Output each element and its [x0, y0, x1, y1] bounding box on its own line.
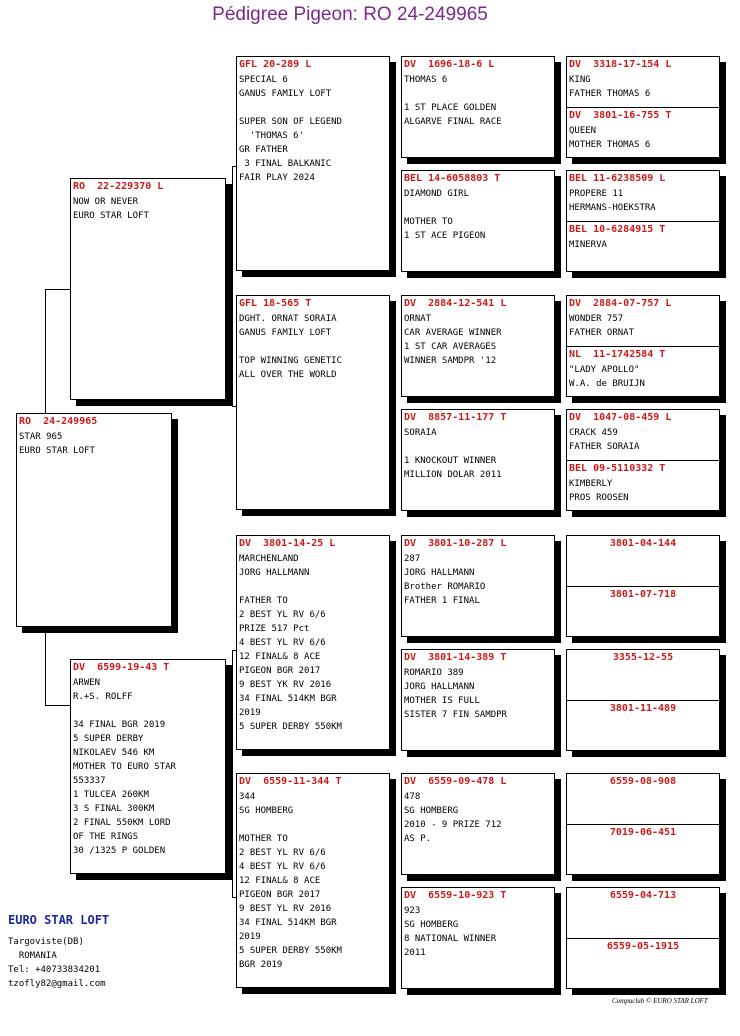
pigeon-pair-gen4-5 [566, 535, 720, 637]
pigeon-pair-gen4-4 [566, 409, 720, 511]
pigeon-pair-gen4-2 [566, 170, 720, 272]
ring-number: GFL 20-289 L [239, 59, 312, 70]
connector-line [232, 166, 233, 406]
ring-number: 7019-06-451 [609, 827, 677, 838]
ring-number: DV 2884-12-541 L [404, 298, 507, 309]
ring-number: GFL 18-565 T [239, 298, 312, 309]
pigeon-pair-gen4-1 [566, 56, 720, 158]
pigeon-card-gen4[interactable] [567, 825, 719, 874]
pigeon-details: PROPERE 11 HERMANS-HOEKSTRA [569, 189, 656, 213]
pigeon-card-gen4[interactable] [567, 108, 719, 157]
pigeon-card-gen3-7[interactable] [401, 773, 555, 875]
pigeon-card-gen3-3[interactable] [401, 295, 555, 397]
pigeon-card-gen3-8[interactable] [401, 887, 555, 989]
connector-line [45, 705, 70, 706]
pigeon-card-gen4[interactable] [567, 57, 719, 107]
pigeon-details: "LADY APOLLO" W.A. de BRUIJN [569, 365, 645, 389]
ring-number: 3355-12-55 [612, 652, 674, 663]
pigeon-details: 478 SG HOMBERG 2010 - 9 PRIZE 712 AS P. [404, 792, 502, 844]
ring-number: DV 3801-14-25 L [239, 538, 336, 549]
pigeon-details: ROMARIO 389 JORG HALLMANN MOTHER IS FULL SISTER 7 FIN SAMDPR [404, 668, 507, 720]
pigeon-card-gen4[interactable] [567, 888, 719, 938]
pigeon-details: ORNAT CAR AVERAGE WINNER 1 ST CAR AVERAGES WINNER SAMDPR '12 [404, 314, 502, 366]
ring-number: DV 6599-19-43 T [73, 662, 170, 673]
ring-number: 3801-04-144 [609, 538, 677, 549]
pigeon-details: 344 SG HOMBERG MOTHER TO 2 BEST YL RV 6/6 4 BEST YL RV 6/6 12 FINAL& 8 ACE PIGEON BGR 2017 9 BEST YL RV 2016 34 FINAL 514KM BGR 2019 5 SUPER DERBY 550KM BGR 2019 [239, 792, 342, 970]
pigeon-details: DGHT. ORNAT SORAIA GANUS FAMILY LOFT TOP WINNING GENETIC ALL OVER THE WORLD [239, 314, 342, 380]
pigeon-card-gen4[interactable] [567, 410, 719, 460]
pigeon-card-subject[interactable] [16, 413, 172, 627]
pigeon-card-gen4[interactable] [567, 536, 719, 586]
ring-number: 6559-08-908 [609, 776, 677, 787]
pigeon-card-gen2-4[interactable] [236, 773, 390, 988]
pigeon-details: CRACK 459 FATHER SORAIA [569, 428, 640, 452]
pigeon-details: SPECIAL 6 GANUS FAMILY LOFT SUPER SON OF LEGEND 'THOMAS 6' GR FATHER 3 FINAL BALKANIC FAIR PLAY 2024 [239, 75, 342, 183]
connector-line [45, 289, 70, 290]
page-title: Pédigree Pigeon: RO 24-249965 [212, 4, 488, 25]
ring-number: DV 3801-10-287 L [404, 538, 507, 549]
pigeon-card-gen3-6[interactable] [401, 649, 555, 751]
pigeon-card-gen3-5[interactable] [401, 535, 555, 637]
owner-name: EURO STAR LOFT [8, 913, 110, 927]
owner-country: ROMANIA [8, 951, 57, 961]
pigeon-pair-gen4-8 [566, 887, 720, 989]
pigeon-details: SORAIA 1 KNOCKOUT WINNER MILLION DOLAR 2011 [404, 428, 502, 480]
ring-number: DV 3801-14-389 T [404, 652, 507, 663]
pigeon-card-gen3-2[interactable] [401, 170, 555, 272]
ring-number: BEL 11-6238509 L [569, 173, 666, 184]
pigeon-card-gen4[interactable] [567, 701, 719, 750]
pigeon-details: 287 JORG HALLMANN Brother ROMARIO FATHER 1 FINAL [404, 554, 486, 606]
pigeon-card-gen4[interactable] [567, 650, 719, 700]
pigeon-card-gen2-3[interactable] [236, 535, 390, 750]
pigeon-details: MINERVA [569, 240, 607, 250]
ring-number: DV 1696-18-6 L [404, 59, 495, 70]
pigeon-card-gen4[interactable] [567, 939, 719, 988]
pigeon-card-gen4[interactable] [567, 222, 719, 271]
ring-number: DV 6559-09-478 L [404, 776, 507, 787]
ring-number: DV 3318-17-154 L [569, 59, 672, 70]
pigeon-card-gen3-4[interactable] [401, 409, 555, 511]
pigeon-details: KING FATHER THOMAS 6 [569, 75, 651, 99]
ring-number: 3801-11-489 [609, 703, 677, 714]
ring-number: DV 3801-16-755 T [569, 110, 672, 121]
pigeon-card-gen2-1[interactable] [236, 56, 390, 271]
ring-number: DV 6559-11-344 T [239, 776, 342, 787]
owner-phone[interactable]: Tel: +40733834201 [8, 965, 101, 975]
pigeon-card-gen4[interactable] [567, 461, 719, 510]
pigeon-pair-gen4-3 [566, 295, 720, 397]
pigeon-pair-gen4-6 [566, 649, 720, 751]
pigeon-card-sire[interactable] [70, 178, 226, 400]
pigeon-card-gen4[interactable] [567, 347, 719, 396]
ring-number: 6559-04-713 [609, 890, 677, 901]
ring-number: RO 22-229370 L [73, 181, 164, 192]
ring-number: DV 8857-11-177 T [404, 412, 507, 423]
pigeon-details: ARWEN R.+S. ROLFF 34 FINAL BGR 2019 5 SUPER DERBY NIKOLAEV 546 KM MOTHER TO EURO STAR 553337 1 TULCEA 260KM 3 S FINAL 300KM 2 FINAL 550KM LORD OF THE RINGS 30 /1325 P GOLDEN [73, 678, 176, 856]
pigeon-card-gen3-1[interactable] [401, 56, 555, 158]
pigeon-details: THOMAS 6 1 ST PLACE GOLDEN ALGARVE FINAL RACE [404, 75, 502, 127]
ring-number: BEL 14-6058803 T [404, 173, 501, 184]
pigeon-details: WONDER 757 FATHER ORNAT [569, 314, 635, 338]
ring-number: NL 11-1742584 T [569, 349, 666, 360]
ring-number: RO 24-249965 [19, 416, 98, 427]
ring-number: DV 2884-07-757 L [569, 298, 672, 309]
connector-line [232, 650, 233, 897]
ring-number: DV 6559-10-923 T [404, 890, 507, 901]
ring-number: 3801-07-718 [609, 589, 677, 600]
pigeon-card-gen4[interactable] [567, 587, 719, 636]
ring-number: DV 1047-08-459 L [569, 412, 672, 423]
pigeon-card-gen4[interactable] [567, 171, 719, 221]
pigeon-details: KIMBERLY PROS ROOSEN [569, 479, 629, 503]
pigeon-details: STAR 965 EURO STAR LOFT [19, 432, 95, 456]
pigeon-card-dam[interactable] [70, 659, 226, 874]
pigeon-pair-gen4-7 [566, 773, 720, 875]
ring-number: BEL 09-5110332 T [569, 463, 666, 474]
pigeon-details: DIAMOND GIRL MOTHER TO 1 ST ACE PIGEON [404, 189, 486, 241]
pigeon-details: NOW OR NEVER EURO STAR LOFT [73, 197, 149, 221]
pigeon-card-gen4[interactable] [567, 296, 719, 346]
ring-number: 6559-05-1915 [606, 941, 680, 952]
ring-number: BEL 10-6284915 T [569, 224, 666, 235]
pigeon-details: QUEEN MOTHER THOMAS 6 [569, 126, 651, 150]
footer-credit: Compuclub © EURO STAR LOFT [612, 997, 708, 1005]
pigeon-details: MARCHENLAND JORG HALLMANN FATHER TO 2 BEST YL RV 6/6 PRIZE 517 Pct 4 BEST YL RV 6/6 12 FINAL& 8 ACE PIGEON BGR 2017 9 BEST YK RV 2016 34 FINAL 514KM BGR 2019 5 SUPER DERBY 550KM [239, 554, 342, 732]
pigeon-card-gen4[interactable] [567, 774, 719, 824]
owner-email[interactable]: tzofly82@gmail.com [8, 979, 106, 989]
pigeon-card-gen2-2[interactable] [236, 295, 390, 510]
owner-city: Targoviste(DB) [8, 937, 84, 947]
pigeon-details: 923 SG HOMBERG 8 NATIONAL WINNER 2011 [404, 906, 497, 958]
owner-info [8, 912, 109, 991]
